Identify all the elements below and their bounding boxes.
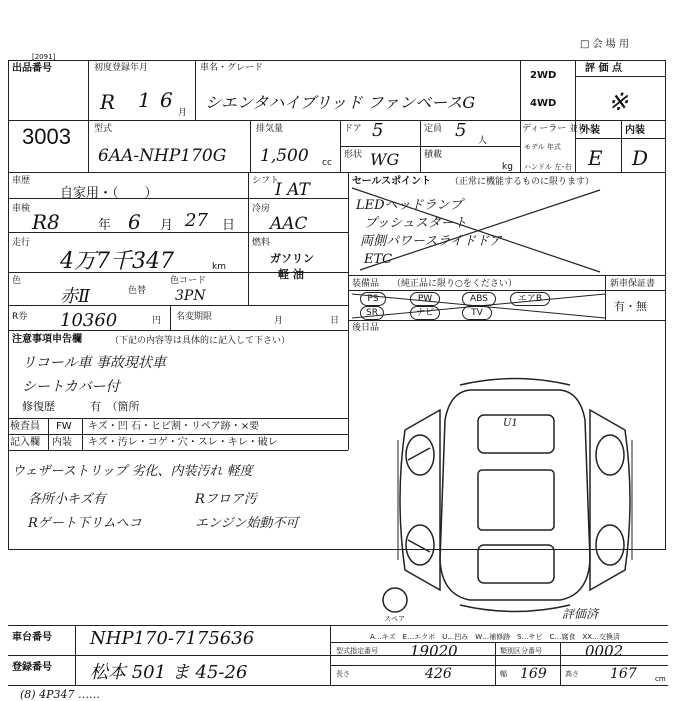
color-code-label: 色コード xyxy=(170,276,207,286)
first-reg-era: R xyxy=(100,90,116,114)
interior-label: 内装 xyxy=(625,125,645,136)
inspection-month-unit: 月 xyxy=(160,218,174,233)
sales-point-line-4: ETC xyxy=(364,252,393,267)
remark-5: エンジン始動不可 xyxy=(195,516,299,531)
inspection-month: 6 xyxy=(128,210,141,234)
inspection-year-unit: 年 xyxy=(98,218,112,233)
color-label: 色 xyxy=(12,276,22,286)
venue-use-label: □ 会 場 用 xyxy=(580,39,629,50)
first-reg-month: 6 xyxy=(160,88,173,112)
notes-note: （下記の内容等は具体的に記入して下さい） xyxy=(110,336,291,346)
aircon-value: AAC xyxy=(270,214,308,234)
capacity-label: 定員 xyxy=(424,124,443,134)
height-label: 高さ xyxy=(565,670,579,678)
inspection-era: R8 xyxy=(32,210,60,234)
door-label: ドア xyxy=(344,124,362,134)
chassis-label: 車台番号 xyxy=(12,632,52,643)
form-code: [2091] xyxy=(32,53,56,61)
equip-abs: ABS xyxy=(462,292,496,306)
shift-label: シフト xyxy=(252,176,280,186)
notes-label: 注意事項申告欄 xyxy=(12,334,82,345)
inspector-signature: 評価済 xyxy=(562,607,599,621)
mileage-label: 走行 xyxy=(12,238,31,248)
repair-value: 有 （箇所 xyxy=(90,400,140,413)
remark-2: 各所小キズ有 xyxy=(28,492,106,507)
drive-2wd: 2WD xyxy=(530,70,557,81)
repair-label: 修復歴 xyxy=(22,400,55,413)
exterior-label: 外装 xyxy=(580,125,600,136)
color-repaint-label: 色替 xyxy=(128,286,147,296)
aircon-label: 冷房 xyxy=(252,204,271,214)
width-label: 幅 xyxy=(500,670,507,678)
class-code-value: 0002 xyxy=(585,642,624,660)
history-value: 自家用・（ ） xyxy=(60,186,158,201)
equip-ps: PS xyxy=(360,292,386,306)
load-label: 積載 xyxy=(424,150,443,160)
sales-point-line-2: プッシュスタート xyxy=(364,216,467,231)
first-reg-month-unit: 月 xyxy=(178,108,188,118)
recycle-unit: 円 xyxy=(152,316,162,326)
interior-grade: D xyxy=(632,146,649,170)
name-change-month: 月 xyxy=(274,316,284,326)
inspector-items: キズ・凹 石・ヒビ割・リペア跡・×要 xyxy=(88,421,260,432)
damage-legend: A…キズ E…エクボ U…凹み W…補修跡 S…サビ C…腐食 XX…交換済 xyxy=(370,633,621,641)
bottom-note: (8) 4P347 …… xyxy=(20,688,100,701)
spare-label: スペア xyxy=(384,615,405,623)
capacity-value: 5 xyxy=(455,120,467,141)
entry-interior: 内装 xyxy=(52,437,72,448)
notes-line-1: リコール車 事故現状車 xyxy=(22,355,166,371)
fuel-gasoline: ガソリン xyxy=(270,252,314,265)
length-label: 長さ xyxy=(336,670,350,678)
model-value: 6AA-NHP170G xyxy=(98,146,227,166)
warranty-label: 新車保証書 xyxy=(610,279,656,289)
entry-items: キズ・汚レ・コゲ・穴・スレ・キレ・破レ xyxy=(88,437,278,448)
dealer-label: ディーラー 並行 xyxy=(522,124,588,134)
plate-label: 登録番号 xyxy=(12,662,52,673)
sales-point-line-1: LEDヘッドランプ xyxy=(356,198,463,213)
name-change-day: 日 xyxy=(330,316,340,326)
mileage-value: 4万7千347 xyxy=(60,249,174,274)
exterior-grade: E xyxy=(588,146,603,170)
color-value: 赤Ⅱ xyxy=(60,286,91,307)
drive-4wd: 4WD xyxy=(530,98,557,109)
model-code-label: 型式指定番号 xyxy=(336,647,378,655)
first-reg-year: 1 xyxy=(138,88,151,112)
model-code-value: 19020 xyxy=(410,642,458,660)
damage-tag: U1 xyxy=(503,418,518,429)
equip-pw: PW xyxy=(410,292,440,306)
shift-value: I AT xyxy=(275,180,310,200)
first-reg-label: 初度登録年月 xyxy=(94,63,149,73)
equip-sr: SR xyxy=(360,306,384,320)
sales-point-line-3: 両側パワースライドドア xyxy=(360,234,502,249)
chassis-value: NHP170-7175636 xyxy=(90,628,255,649)
fuel-diesel: 軽 油 xyxy=(278,268,304,281)
remark-4: Rフロア汚 xyxy=(195,492,257,507)
rating-value: ※ xyxy=(608,88,629,116)
inspection-label: 車検 xyxy=(12,204,31,214)
car-name-label: 車名・グレード xyxy=(200,63,264,73)
body-value: WG xyxy=(370,150,400,169)
name-change-label: 名変期限 xyxy=(176,312,213,322)
inspection-day-unit: 日 xyxy=(222,218,236,233)
equipment-note: （純正品に限り○をください） xyxy=(392,279,517,289)
recycle-value: 10360 xyxy=(60,310,118,331)
remark-3: Rゲート下リムへコ xyxy=(28,516,142,531)
history-label: 車歴 xyxy=(12,176,31,186)
warranty-value: 有・無 xyxy=(614,300,647,313)
load-unit: kg xyxy=(502,162,513,172)
entry-label: 記入欄 xyxy=(10,437,40,448)
class-code-label: 類別区分番号 xyxy=(500,647,542,655)
plate-value: 松本 501 ま 45-26 xyxy=(90,662,248,683)
model-year-label: モデル 年式 xyxy=(524,143,561,151)
sales-point-label: セールスポイント xyxy=(352,176,432,187)
displacement-label: 排気量 xyxy=(256,124,284,134)
model-label: 型式 xyxy=(94,124,113,134)
lot-number: 3003 xyxy=(22,124,71,149)
equipment-label: 装備品 xyxy=(352,279,380,289)
recycle-label: R券 xyxy=(12,312,28,322)
equip-tv: TV xyxy=(462,306,492,320)
notes-line-2: シートカバー付 xyxy=(22,379,120,395)
rating-label: 評 価 点 xyxy=(585,63,622,74)
sales-point-note: （正常に機能するものに限ります） xyxy=(450,177,595,187)
equip-navi: ナビ xyxy=(410,306,440,320)
equip-airbag: エアB xyxy=(510,292,550,306)
remark-1: ウェザーストリップ 劣化、内装汚れ 軽度 xyxy=(12,464,253,479)
fuel-label: 燃料 xyxy=(252,238,271,248)
displacement-value: 1,500 xyxy=(260,146,309,166)
door-value: 5 xyxy=(372,120,384,141)
color-code: 3PN xyxy=(175,288,206,304)
inspector-fw: FW xyxy=(56,421,72,432)
handle-label: ハンドル 左･右 xyxy=(524,163,572,171)
later-items-label: 後日品 xyxy=(352,323,380,333)
car-name: シエンタハイブリッド ファンベースG xyxy=(205,93,476,112)
displacement-unit: cc xyxy=(322,158,332,168)
mileage-unit: km xyxy=(212,262,226,272)
body-label: 形状 xyxy=(344,150,363,160)
inspection-day: 27 xyxy=(185,210,208,231)
lot-number-label: 出品番号 xyxy=(12,63,52,74)
width-value: 169 xyxy=(520,666,547,682)
capacity-unit: 人 xyxy=(478,136,488,146)
size-unit: cm xyxy=(655,675,666,683)
length-value: 426 xyxy=(425,666,452,682)
inspector-label: 検査員 xyxy=(10,421,40,432)
height-value: 167 xyxy=(610,666,637,682)
